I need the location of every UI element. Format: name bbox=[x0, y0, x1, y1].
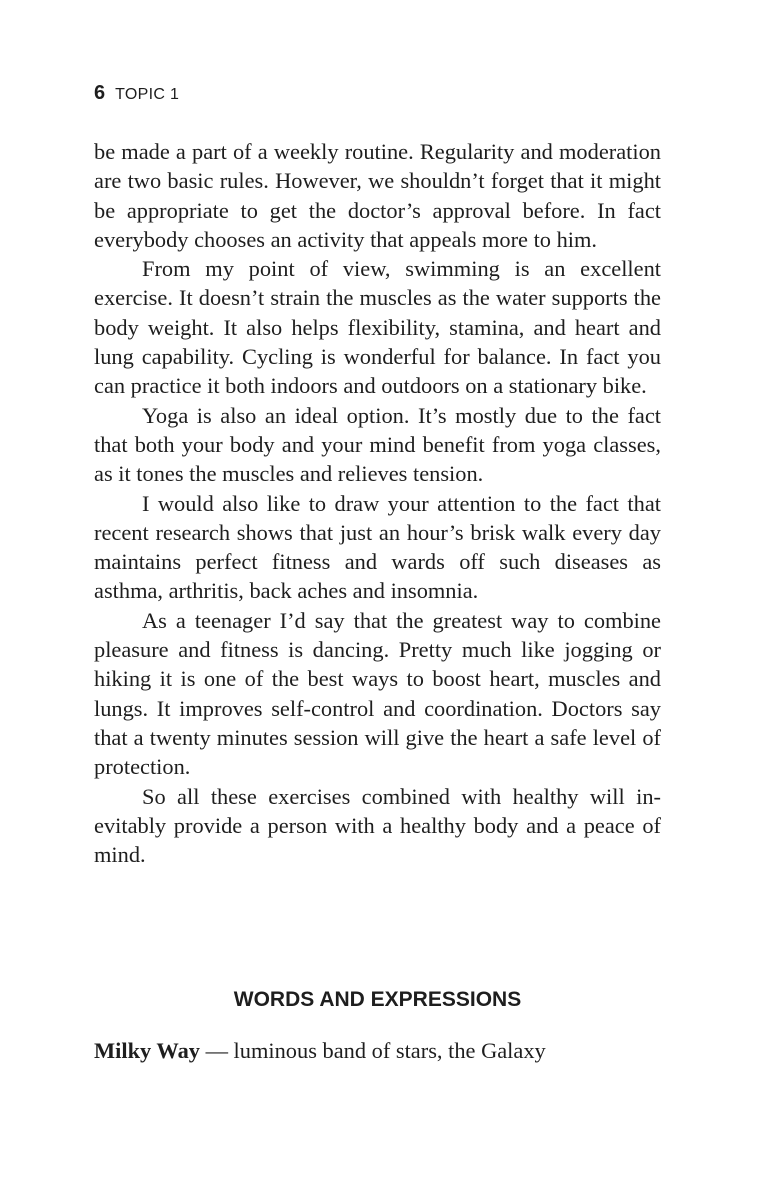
glossary-entry bbox=[94, 1036, 674, 1065]
paragraph: So all these exercises combined with healthy will inevitably provide a person with a healthy body and a peace of mind. bbox=[94, 783, 661, 868]
running-head-topic: TOPIC 1 bbox=[115, 86, 180, 103]
paragraph: As a teenager I’d say that the greatest way to combine pleasure and fitness is dancing. Pretty much like jogging or hiking it is one of the best ways to boost heart, muscles and lungs. It improves self-control and coordination. Doctors say that a twenty minutes session will give the heart a safe level of protection. bbox=[94, 607, 661, 780]
paragraph: From my point of view, swimming is an excellent exercise. It doesn’t strain the muscles as the water supports the body weight. It also helps flexibility, stamina, and heart and lung capability. Cycling is wonderful for balance. In fact you can practice it both indoors and outdoors on a stationary bike. bbox=[94, 256, 661, 399]
paragraph: I would also like to draw your attention to the fact that recent research shows that just an hour’s brisk walk every day maintains perfect fitness and wards off such diseases as asthma, arthritis, back aches and insomnia. bbox=[94, 490, 661, 604]
page-number: 6 bbox=[94, 82, 106, 104]
body-text bbox=[94, 137, 661, 869]
glossary-definition: — luminous band of stars, the Galaxy bbox=[199, 1038, 546, 1063]
paragraph: Yoga is also an ideal option. It’s mostly due to the fact that both your body and your mind benefit from yoga classes, as it tones the muscles and relieves tension. bbox=[94, 402, 661, 487]
running-head bbox=[94, 82, 179, 105]
section-heading: WORDS AND EXPRESSIONS bbox=[233, 988, 522, 1011]
paragraph: be made a part of a weekly routine. Regularity and moderation are two basic rules. However, we shouldn’t forget that it might be appropriate to get the doctor’s approval before. In fact everybody chooses an activity that appeals more to him. bbox=[94, 139, 661, 252]
glossary-term: Milky Way bbox=[94, 1038, 200, 1063]
